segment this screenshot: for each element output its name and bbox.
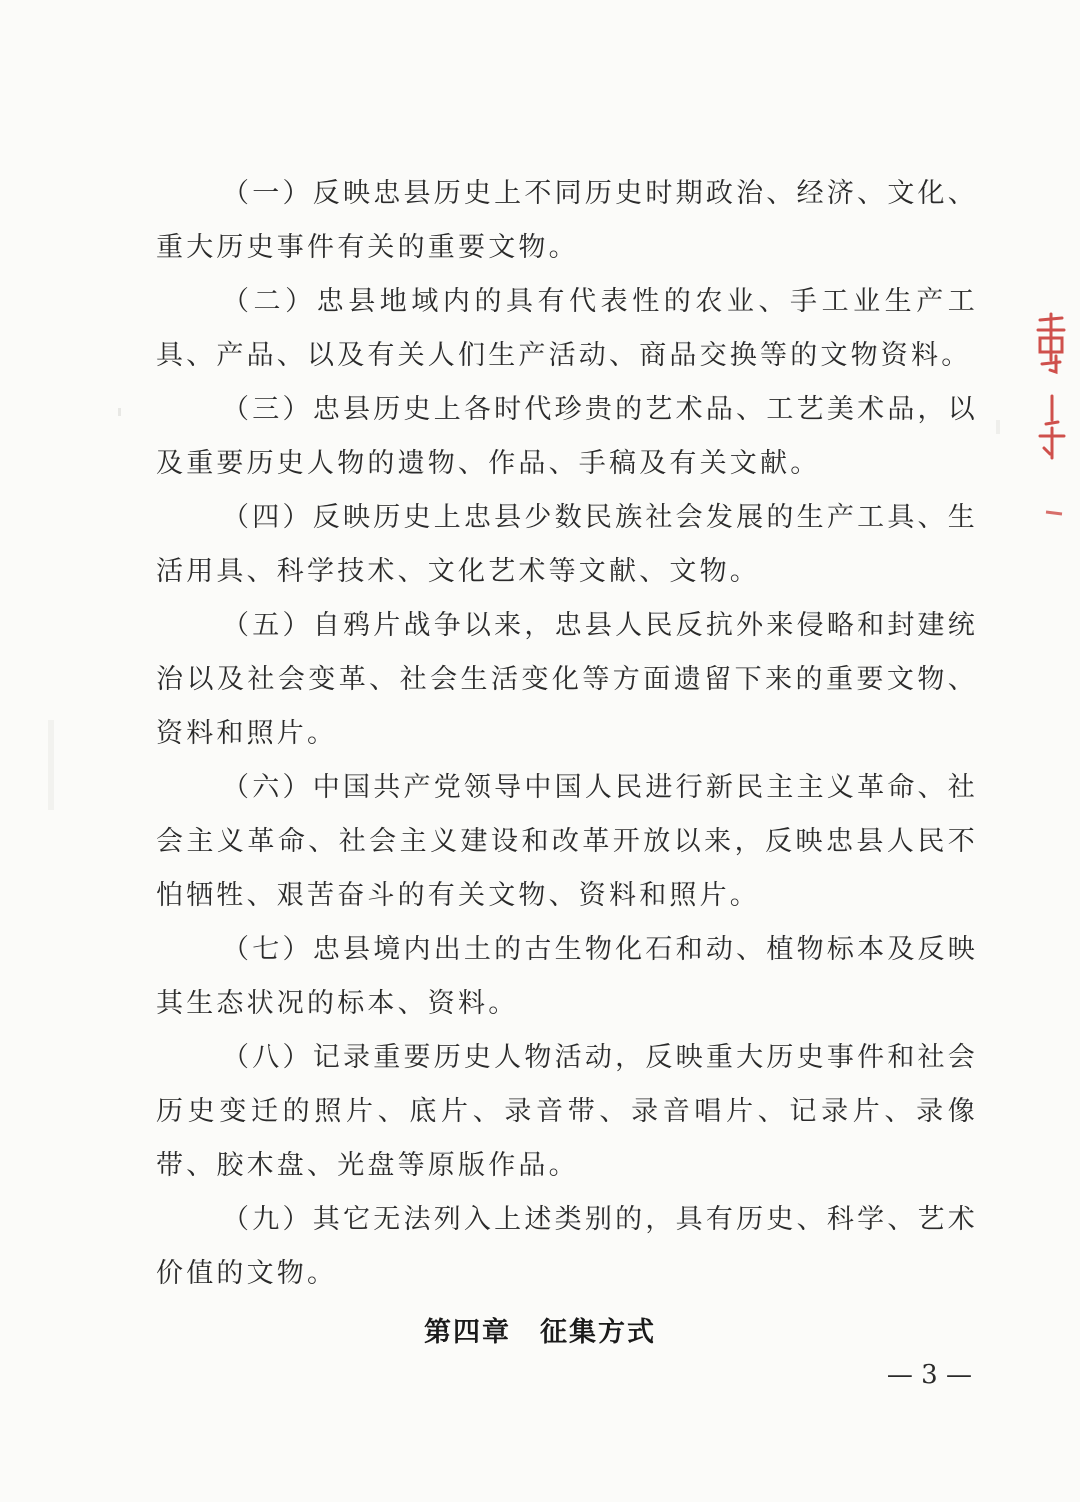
paragraph-item-1: （一）反映忠县历史上不同历史时期政治、经济、文化、重大历史事件有关的重要文物。 <box>156 178 978 263</box>
document-body <box>156 167 978 1301</box>
paragraph-item-2: （二）忠县地域内的具有代表性的农业、手工业生产工具、产品、以及有关人们生产活动、商品交换等的文物资料。 <box>156 286 978 371</box>
scan-speck <box>996 420 1000 434</box>
paragraph-item-6: （六）中国共产党领导中国人民进行新民主主义革命、社会主义革命、社会主义建设和改革开放以来，反映忠县人民不怕牺牲、艰苦奋斗的有关文物、资料和照片。 <box>156 772 978 911</box>
paragraph-item-7: （七）忠县境内出土的古生物化石和动、植物标本及反映其生态状况的标本、资料。 <box>156 934 978 1019</box>
scan-smudge <box>48 720 54 810</box>
paragraph-item-9: （九）其它无法列入上述类别的，具有历史、科学、艺术价值的文物。 <box>156 1204 978 1289</box>
paragraph-item-8: （八）记录重要历史人物活动，反映重大历史事件和社会历史变迁的照片、底片、录音带、录音唱片、记录片、录像带、胶木盘、光盘等原版作品。 <box>156 1042 978 1181</box>
paragraph-item-4: （四）反映历史上忠县少数民族社会发展的生产工具、生活用具、科学技术、文化艺术等文献、文物。 <box>156 502 978 587</box>
seal-stamp-fragment <box>1032 308 1072 528</box>
paragraph-item-5: （五）自鸦片战争以来，忠县人民反抗外来侵略和封建统治以及社会变革、社会生活变化等方面遗留下来的重要文物、资料和照片。 <box>156 610 978 749</box>
scan-speck <box>118 408 121 416</box>
paragraph-item-3: （三）忠县历史上各时代珍贵的艺术品、工艺美术品，以及重要历史人物的遗物、作品、手稿及有关文献。 <box>156 394 978 479</box>
page-number: — 3 — <box>886 1360 972 1390</box>
chapter-title: 第四章 征集方式 <box>424 1317 656 1348</box>
